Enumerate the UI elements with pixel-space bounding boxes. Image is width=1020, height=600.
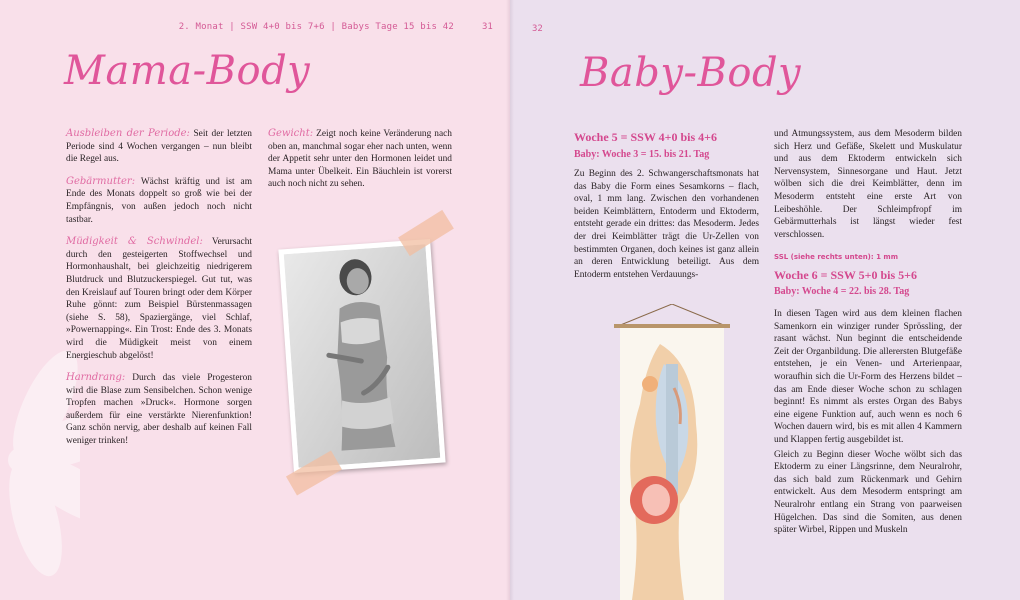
- ssl-note: SSL (siehe rechts unten): 1 mm: [774, 253, 899, 262]
- body-text: Verursacht durch den gesteigerten Stoffwechsel und Hormonhaushalt, bei gleichzeitig niedrigerem Blutdruck und Blutzuckerspiegel. Gut tut, was den Kreislauf auf Touren bringt oder dem Körper Ruhe gönnt: zum Beispiel Bürstenmassagen (siehe S. 58), Spaziergänge, viel Schlaf, »Powernapping«. Ein Trost: Ende des 3. Monats wird die Müdigkeit meist von einem Energieschub abgelöst!: [66, 237, 252, 361]
- label: Müdigkeit & Schwindel:: [66, 236, 203, 248]
- paragraph: [66, 236, 252, 362]
- anatomy-poster: [610, 304, 734, 600]
- paragraph: [66, 372, 252, 448]
- page-number: 31: [482, 22, 493, 32]
- week5-heading: Woche 5 = SSW 4+0 bis 4+6: [574, 130, 717, 144]
- anatomy-illustration: [610, 304, 734, 600]
- label: Gebärmutter:: [66, 175, 136, 187]
- week5-continuation: [774, 128, 962, 264]
- pregnant-woman-photo: [278, 239, 445, 473]
- paragraph: Gleich zu Beginn dieser Woche wölbt sich das Ektoderm zu einer Längsrinne, dem Neuralrohr, das sich bald zum Rückenmark und Gehirn entwickelt. Aus dem Mesoderm entspringt am Neuralrohr entlang ein Strang von paarweisen Hügelchen. Das sind die Somiten, aus denen später Wirbel, Rippen und Muskeln: [774, 449, 962, 536]
- page-title: Baby-Body: [580, 50, 802, 96]
- label: Ausbleiben der Periode:: [66, 128, 190, 139]
- week5-subheading: Baby: Woche 3 = 15. bis 21. Tag: [574, 149, 710, 160]
- week5-text: [574, 168, 759, 291]
- paragraph: [66, 176, 252, 226]
- body-text: Seit der letzten Periode sind 4 Wochen vergangen – nun bleibt die Regel aus.: [66, 129, 252, 165]
- text-column-2: [268, 128, 452, 201]
- page-gutter: [506, 0, 514, 600]
- label: Gewicht:: [268, 128, 314, 139]
- week6-heading: Woche 6 = SSW 5+0 bis 5+6: [774, 268, 917, 282]
- paragraph: [66, 128, 252, 166]
- week6-text: [774, 308, 962, 547]
- photo-illustration: [284, 244, 441, 467]
- label: Harndrang:: [66, 372, 126, 384]
- running-head: 2. Monat | SSW 4+0 bis 7+6 | Babys Tage 15 bis 42: [178, 22, 454, 32]
- right-page: [510, 0, 1020, 600]
- week6-subheading: Baby: Woche 4 = 22. bis 28. Tag: [774, 286, 910, 297]
- paragraph: In diesen Tagen wird aus dem kleinen flachen Samenkorn ein winziger runder Sprössling, der rasant wächst. Nun beginnt die entscheidende Zeit der Organbildung. Die allerersten Blutgefäße entstehen, je ein Venen- und Arterienpaar, woraufhin sich die Ur-Form des Herzens bildet – das am Ende dieser Woche schon zu schlagen beginnt! Es nimmt als erstes Organ des Babys eine eigene Funktion auf, auch wenn es noch 6 Wochen dauern wird, bis es mit allen 4 Kammern und Klappen fertig ausgebildet ist.: [774, 309, 962, 445]
- body-text: Zeigt noch keine Veränderung nach oben an, manchmal sogar eher nach unten, wenn der Appetit sehr unter den Hormonen leidet und Mama unter Übelkeit. Ein Bäuchlein ist vorerst auch noch nicht zu sehen.: [268, 129, 452, 190]
- paragraph: Zu Beginn des 2. Schwangerschaftsmonats hat das Baby die Form eines Sesamkorns – flach, oval, 1 mm lang. Zwischen den vorhandenen beiden Keimblättern, Entoderm und Ektoderm, entsteht gerade ein drittes: das Mesoderm. Jedes der drei Keimblätter trägt die Ur-Zellen von bestimmten Organen, doch keines ist ganz allein an deren Entwicklung beteiligt. Aus dem Entoderm entstehen Verdauungs-: [574, 169, 759, 280]
- paragraph: und Atmungssystem, aus dem Mesoderm bilden sich Herz und Gefäße, Skelett und Muskulatur und aus dem Ektoderm entwickeln sich Nervensystem, Sinnesorgane und Haut. Jetzt wölben sich die drei Keimblätter, denn im Mesoderm entsteht eine erste Art von Leibeshöhle. Der Schleimpfropf im Gebärmutterhals ist längst wieder fest verschlossen.: [774, 129, 962, 240]
- page-number: 32: [532, 24, 543, 34]
- body-text: Durch das viele Progesteron wird die Blase zum Sensibelchen. Schon wenige Tropfen machen »Druck«. Hormone sorgen außerdem für eine verstärkte Nierenfunktion! Ganz schön nervig, aber deshalb auf keinen Fall weniger trinken!: [66, 373, 252, 447]
- paragraph: [268, 128, 452, 191]
- page-title: Mama-Body: [64, 48, 311, 94]
- body-text: Wächst kräftig und ist am Ende des Monats doppelt so groß wie bei der Empfängnis, von außen jedoch noch nicht tastbar.: [66, 176, 252, 225]
- text-column-1: [66, 128, 252, 458]
